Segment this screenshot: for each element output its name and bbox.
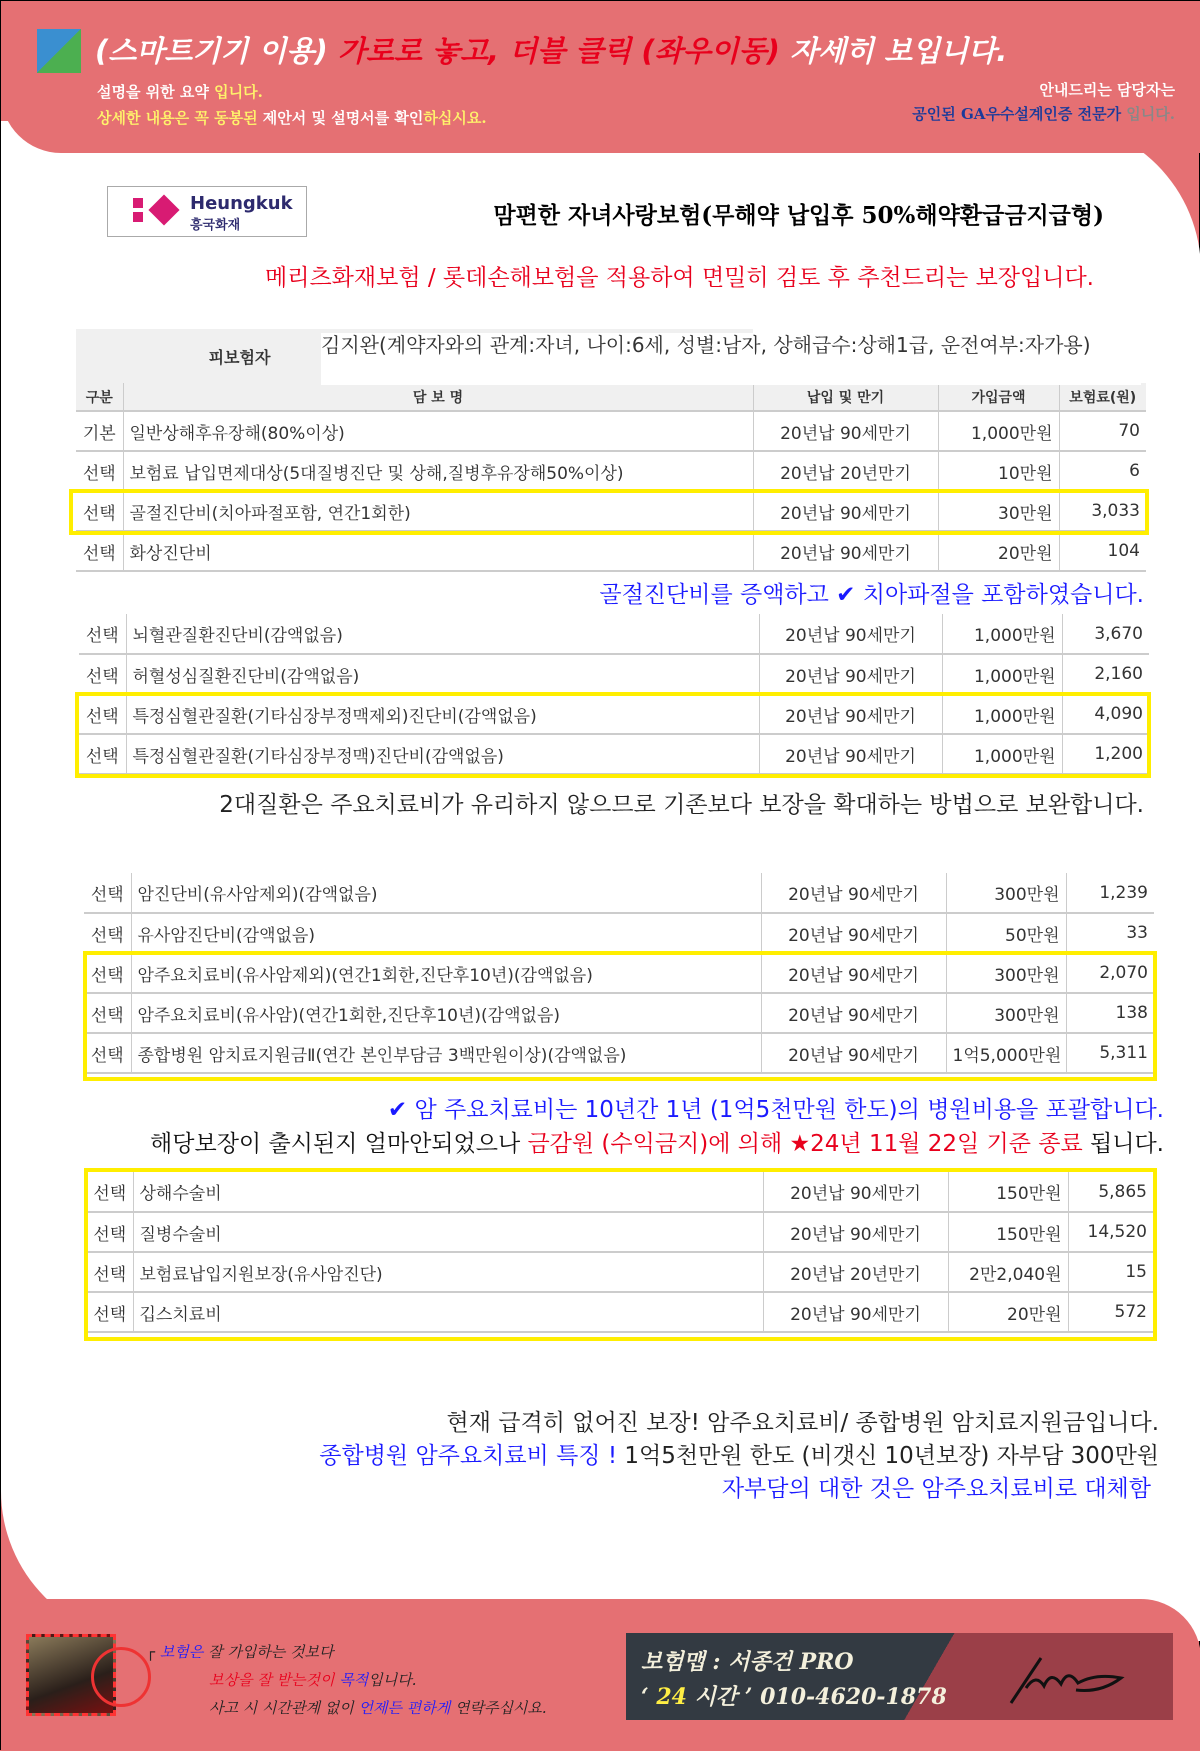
cell-amount: 1억5,000만원 — [946, 1033, 1066, 1073]
signature-icon — [1006, 1648, 1136, 1708]
cell-term: 20년납 90세만기 — [761, 873, 946, 913]
cell-term: 20년납 90세만기 — [763, 1172, 948, 1212]
coverage-table-3 — [84, 873, 1154, 1074]
s: 공인된 GA우수설계인증 전문가 — [912, 105, 1122, 123]
table-row — [76, 451, 1146, 491]
cell-amount: 300만원 — [946, 953, 1066, 993]
s: 보상을 잘 받는것이 — [209, 1671, 340, 1689]
s: 금감원 (수익금지)에 의해 ★24년 11월 22일 기준 종료 — [527, 1131, 1083, 1157]
insured-label-text: 피보험자 — [208, 347, 271, 367]
logo-mark — [133, 198, 143, 208]
cell-term: 20년납 90세만기 — [761, 913, 946, 953]
footer-line-1: ┌ 보험은 잘 가입하는 것보다 — [146, 1643, 334, 1661]
cell-coverage: 암주요치료비(유사암)(연간1회한,진단후10년)(감액없음) — [131, 993, 761, 1033]
cell-coverage: 깁스치료비 — [133, 1292, 763, 1332]
summary-line-3: 자부담의 대한 것은 암주요치료비로 대체함 — [721, 1476, 1151, 1502]
agent-phone-line[interactable]: ‘ 24 시간 ’ 010-4620-1878 — [641, 1684, 947, 1710]
cell-term: 20년납 90세만기 — [759, 614, 942, 654]
s: 언제든 편하게 — [358, 1699, 451, 1717]
cell-type: 선택 — [87, 1212, 133, 1252]
cell-amount: 30만원 — [938, 491, 1059, 531]
cell-amount: 1,000만원 — [942, 694, 1062, 734]
cell-type: 선택 — [76, 491, 123, 531]
table-row — [84, 1033, 1154, 1073]
cell-type: 선택 — [79, 614, 126, 654]
s: 상세한 내용은 꼭 동봉된 — [97, 109, 263, 127]
cell-coverage: 일반상해후유장해(80%이상) — [123, 411, 753, 451]
s: 종합병원 암주요치료비 특징 ! — [319, 1443, 625, 1469]
cell-type: 선택 — [79, 734, 126, 774]
cell-premium: 2,160 — [1062, 654, 1149, 694]
cell-type: 선택 — [79, 694, 126, 734]
table-row — [87, 1212, 1153, 1252]
col-type: 구분 — [76, 383, 123, 411]
rows — [79, 614, 1149, 774]
s: 시간 — [686, 1684, 745, 1710]
cell-coverage: 허혈성심질환진단비(감액없음) — [126, 654, 759, 694]
agent-card — [626, 1633, 1173, 1720]
agent-notice: 안내드리는 담당자는 — [1039, 81, 1175, 99]
cell-coverage: 상해수술비 — [133, 1172, 763, 1212]
cell-premium: 3,670 — [1062, 614, 1149, 654]
col-premium: 보험료(원) — [1059, 383, 1146, 411]
logo-ko: 흥국화재 — [190, 218, 241, 233]
rows — [87, 1172, 1153, 1332]
logo-mark — [148, 194, 179, 225]
cell-amount: 2만2,040원 — [948, 1252, 1068, 1292]
postmark-stamp-icon — [91, 1647, 151, 1707]
cell-type: 선택 — [76, 451, 123, 491]
col-amount: 가입금액 — [938, 383, 1059, 411]
s: 목적 — [339, 1671, 369, 1689]
cell-premium: 138 — [1066, 993, 1154, 1033]
cell-amount: 1,000만원 — [942, 614, 1062, 654]
cell-amount: 1,000만원 — [942, 734, 1062, 774]
cell-type: 선택 — [87, 1252, 133, 1292]
cell-coverage: 특정심혈관질환(기타심장부정맥제외)진단비(감액없음) — [126, 694, 759, 734]
t1: (스마트기기 이용) — [95, 34, 338, 68]
summary-notice — [97, 81, 263, 102]
cell-amount: 10만원 — [938, 451, 1059, 491]
table-row — [79, 694, 1149, 734]
cell-premium: 572 — [1068, 1292, 1153, 1332]
cell-premium: 4,090 — [1062, 694, 1149, 734]
cell-coverage: 보험료납입지원보장(유사암진단) — [133, 1252, 763, 1292]
table-row — [79, 734, 1149, 774]
rows — [84, 873, 1154, 1073]
cell-premium: 70 — [1059, 411, 1146, 451]
cell-type: 선택 — [84, 913, 131, 953]
note-cancer-treatment: ✔ 암 주요치료비는 10년간 1년 (1억5천만원 한도)의 병원비용을 포괄합니다. — [387, 1097, 1164, 1123]
cell-coverage: 보험료 납입면제대상(5대질병진단 및 상해,질병후유장해50%이상) — [123, 451, 753, 491]
cell-coverage: 뇌혈관질환진단비(감액없음) — [126, 614, 759, 654]
s: 설명을 위한 요약 — [97, 83, 215, 101]
note-two-diseases: 2대질환은 주요치료비가 유리하지 않으므로 기존보다 보장을 확대하는 방법으로 보완합니다. — [219, 792, 1144, 818]
detail-notice — [97, 107, 487, 128]
s: 입니다. — [368, 1671, 417, 1689]
s: 제안서 및 설명서를 확인 — [262, 109, 424, 127]
cell-type: 선택 — [76, 531, 123, 571]
logo-mark — [133, 212, 143, 222]
s: 사고 시 시간관계 없이 — [209, 1699, 359, 1717]
cell-premium: 1,200 — [1062, 734, 1149, 774]
table-row — [84, 993, 1154, 1033]
cell-premium: 5,865 — [1068, 1172, 1153, 1212]
cell-type: 기본 — [76, 411, 123, 451]
s: 잘 가입하는 것보다 — [203, 1643, 334, 1661]
cell-term: 20년납 90세만기 — [753, 531, 938, 571]
footer-line-3 — [209, 1697, 547, 1718]
cell-term: 20년납 90세만기 — [763, 1212, 948, 1252]
table-row — [84, 873, 1154, 913]
rows — [76, 411, 1146, 571]
banner-title — [95, 29, 1007, 70]
col-term: 납입 및 만기 — [753, 383, 938, 411]
cell-amount: 20만원 — [938, 531, 1059, 571]
cell-premium: 2,070 — [1066, 953, 1154, 993]
table-row — [76, 411, 1146, 451]
cell-term: 20년납 20년만기 — [763, 1252, 948, 1292]
cell-coverage: 종합병원 암치료지원금Ⅱ(연간 본인부담금 3백만원이상)(감액없음) — [131, 1033, 761, 1073]
cell-term: 20년납 90세만기 — [759, 654, 942, 694]
top-banner — [1, 1, 1200, 153]
cell-premium: 5,311 — [1066, 1033, 1154, 1073]
cell-amount: 1,000만원 — [938, 411, 1059, 451]
s: 24 — [656, 1684, 687, 1710]
s: 됩니다. — [1082, 1131, 1164, 1157]
cell-premium: 6 — [1059, 451, 1146, 491]
table-row — [76, 491, 1146, 531]
table-row — [87, 1252, 1153, 1292]
cell-coverage: 유사암진단비(감액없음) — [131, 913, 761, 953]
table-row — [84, 913, 1154, 953]
cell-term: 20년납 90세만기 — [753, 491, 938, 531]
cell-type: 선택 — [87, 1292, 133, 1332]
cell-premium: 14,520 — [1068, 1212, 1153, 1252]
cell-type: 선택 — [84, 873, 131, 913]
cell-coverage: 화상진단비 — [123, 531, 753, 571]
cell-term: 20년납 90세만기 — [763, 1292, 948, 1332]
cell-amount: 20만원 — [948, 1292, 1068, 1332]
cell-amount: 150만원 — [948, 1212, 1068, 1252]
table-row — [87, 1172, 1153, 1212]
cell-term: 20년납 90세만기 — [761, 953, 946, 993]
cell-term: 20년납 90세만기 — [753, 411, 938, 451]
product-title: 맘편한 자녀사랑보험(무해약 납입후 50%해약환급금지급형) — [493, 202, 1104, 229]
table-row — [79, 614, 1149, 654]
s: 입니다. — [214, 83, 263, 101]
insured-value: 김지완(계약자와의 관계:자녀, 나이:6세, 성별:남자, 상해급수:상해1급, 운전여부:자가용) — [321, 333, 1141, 385]
col-coverage: 담 보 명 — [123, 383, 753, 411]
cell-type: 선택 — [84, 953, 131, 993]
table-row — [76, 531, 1146, 571]
s: 연락주십시요. — [450, 1699, 547, 1717]
cell-premium: 15 — [1068, 1252, 1153, 1292]
s: 해당보장이 출시된지 얼마안되었으나 — [150, 1131, 528, 1157]
s: 보험은 — [159, 1643, 204, 1661]
cell-premium: 33 — [1066, 913, 1154, 953]
table-row — [87, 1292, 1153, 1332]
agent-credential — [912, 103, 1175, 124]
cell-amount: 300만원 — [946, 873, 1066, 913]
cell-amount: 1,000만원 — [942, 654, 1062, 694]
cell-coverage: 골절진단비(치아파절포함, 연간1회한) — [123, 491, 753, 531]
note-fracture: 골절진단비를 증액하고 ✔ 치아파절을 포함하였습니다. — [599, 582, 1144, 608]
footer-line-2 — [209, 1669, 416, 1690]
cell-premium: 1,239 — [1066, 873, 1154, 913]
cell-coverage: 질병수술비 — [133, 1212, 763, 1252]
s: 하십시요. — [423, 109, 487, 127]
s: 1억5천만원 한도 (비갯신 10년보장) 자부담 300만원 — [624, 1443, 1159, 1469]
note-discontinued — [150, 1125, 1164, 1158]
cell-amount: 300만원 — [946, 993, 1066, 1033]
cell-term: 20년납 90세만기 — [761, 1033, 946, 1073]
agent-phone[interactable]: 010-4620-1878 — [760, 1684, 947, 1710]
recommend-subtitle: 메리츠화재보험 / 롯데손해보험을 적용하여 면밀히 검토 후 추천드리는 보장입니다. — [265, 265, 1094, 291]
cell-term: 20년납 90세만기 — [759, 694, 942, 734]
cell-premium: 3,033 — [1059, 491, 1146, 531]
summary-line-1: 현재 급격히 없어진 보장! 암주요치료비/ 종합병원 암치료지원금입니다. — [446, 1410, 1159, 1436]
t2: 가로로 놓고, 더블 클릭 (좌우이동) — [337, 34, 780, 68]
cell-amount: 150만원 — [948, 1172, 1068, 1212]
cell-term: 20년납 90세만기 — [759, 734, 942, 774]
cell-term: 20년납 90세만기 — [761, 993, 946, 1033]
agent-name: 보험맵 : 서종건 PRO — [641, 1649, 854, 1675]
heungkuk-logo — [107, 186, 307, 237]
cell-amount: 50만원 — [946, 913, 1066, 953]
table-row — [79, 654, 1149, 694]
cell-term: 20년납 20년만기 — [753, 451, 938, 491]
cell-type: 선택 — [87, 1172, 133, 1212]
cell-coverage: 암주요치료비(유사암제외)(연간1회한,진단후10년)(감액없음) — [131, 953, 761, 993]
summary-line-2 — [319, 1437, 1159, 1470]
cell-coverage: 암진단비(유사암제외)(감액없음) — [131, 873, 761, 913]
table-header — [76, 383, 1146, 411]
cell-type: 선택 — [84, 1033, 131, 1073]
coverage-table-2 — [79, 614, 1149, 775]
s: 입니다. — [1121, 105, 1175, 123]
coverage-table-4 — [87, 1172, 1153, 1333]
cell-type: 선택 — [84, 993, 131, 1033]
t3: 자세히 보입니다. — [779, 34, 1008, 68]
cell-type: 선택 — [79, 654, 126, 694]
cell-premium: 104 — [1059, 531, 1146, 571]
cell-coverage: 특정심혈관질환(기타심장부정맥)진단비(감액없음) — [126, 734, 759, 774]
table-row — [84, 953, 1154, 993]
smart-device-icon — [37, 29, 81, 73]
logo-en: Heungkuk — [190, 193, 293, 214]
